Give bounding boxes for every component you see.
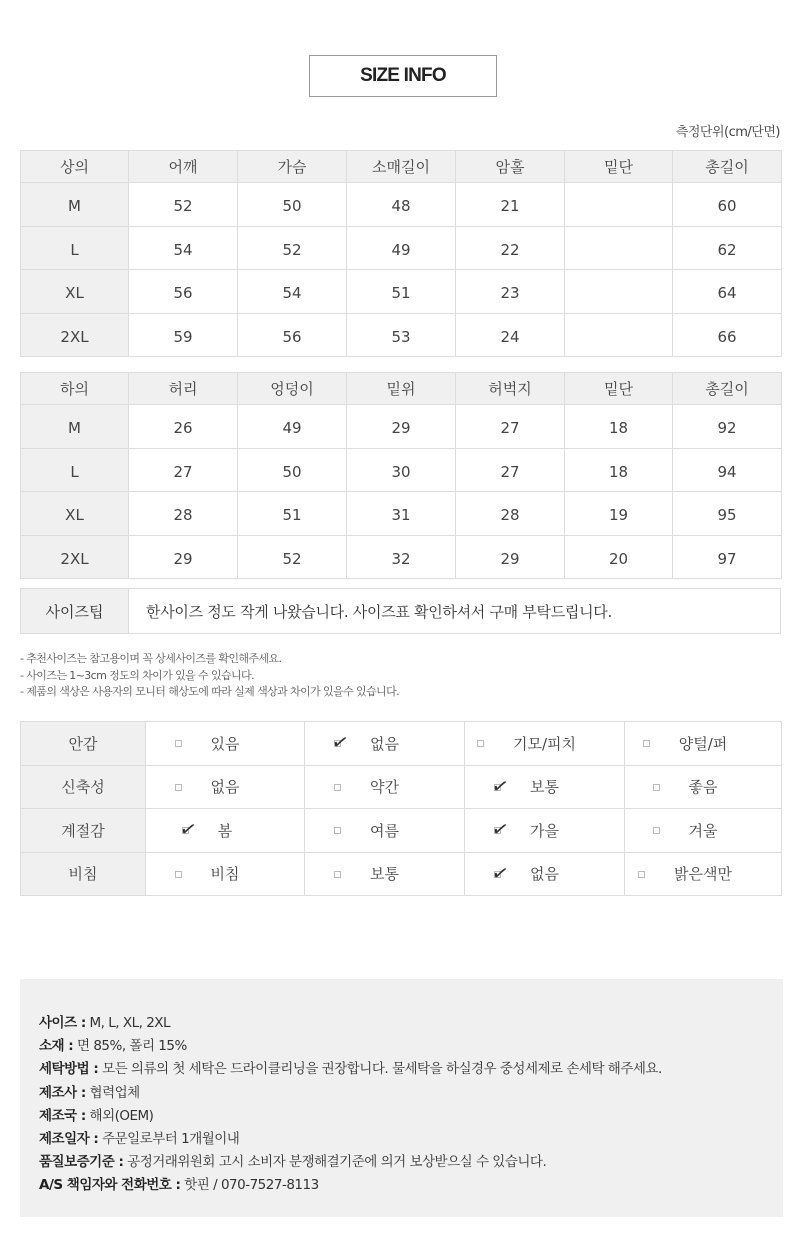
table-cell: 48 [347, 183, 456, 227]
size-tip-box [20, 588, 781, 634]
attribute-option-wrap [146, 809, 304, 852]
checkbox-icon [334, 871, 341, 878]
table-cell: 50 [238, 448, 347, 492]
checkmark-icon: ✓ [489, 772, 512, 800]
note-line: - 제품의 색상은 사용자의 모니터 해상도에 따라 실제 색상과 차이가 있을수 있습니다. [20, 685, 400, 698]
table-cell: 28 [129, 492, 238, 536]
attribute-option [625, 765, 782, 809]
table-header-cell: 밑위 [347, 373, 456, 405]
table-header-cell: 암홀 [456, 151, 565, 183]
attribute-row [21, 809, 782, 853]
attribute-option-label: 겨울 [688, 821, 718, 840]
attribute-row [21, 722, 782, 766]
size-label-cell: L [21, 448, 129, 492]
table-cell: 29 [456, 535, 565, 579]
attribute-option [146, 765, 305, 809]
checkbox-icon [175, 740, 182, 747]
attribute-option-wrap [146, 722, 304, 765]
checkmark-icon: ✓ [177, 815, 199, 843]
table-cell: 23 [456, 270, 565, 314]
attribute-option [465, 809, 625, 853]
attribute-option-wrap [625, 853, 781, 896]
checkbox-icon [334, 784, 341, 791]
table-cell [565, 270, 673, 314]
info-key: A/S 책임자와 전화번호 : [39, 1177, 181, 1194]
table-cell: 24 [456, 313, 565, 357]
note-line: - 사이즈는 1~3cm 정도의 차이가 있을 수 있습니다. [20, 668, 254, 682]
size-label-cell: XL [21, 270, 129, 314]
info-value: 주문일로부터 1개월이내 [102, 1131, 240, 1148]
attribute-option-wrap [465, 853, 624, 896]
attribute-option [146, 722, 305, 766]
table-cell: 50 [238, 183, 347, 227]
table-header-cell: 허리 [129, 373, 238, 405]
table-cell: 59 [129, 313, 238, 357]
attribute-option [465, 852, 625, 896]
info-key: 세탁방법 : [39, 1061, 99, 1078]
table-cell [565, 183, 673, 227]
attribute-label: 계절감 [21, 809, 146, 853]
table-cell: 27 [456, 405, 565, 449]
table-row [21, 313, 782, 357]
bottom-table-header [21, 373, 782, 405]
table-cell: 18 [565, 448, 673, 492]
attribute-label: 신축성 [21, 765, 146, 809]
attribute-label: 안감 [21, 722, 146, 766]
checkbox-icon [653, 784, 660, 791]
attribute-option-label: 비침 [210, 865, 240, 884]
attribute-option-label: 양털/퍼 [678, 734, 728, 753]
table-row [21, 270, 782, 314]
table-cell: 18 [565, 405, 673, 449]
table-cell: 27 [129, 448, 238, 492]
checkbox-icon [643, 740, 650, 747]
table-cell: 52 [238, 535, 347, 579]
table-cell: 51 [238, 492, 347, 536]
attribute-option-label: 여름 [370, 821, 399, 840]
table-cell: 54 [129, 226, 238, 270]
info-line-size [39, 1012, 783, 1035]
table-row [21, 448, 782, 492]
table-header-cell: 밑단 [565, 373, 673, 405]
table-header-cell: 허벅지 [456, 373, 565, 405]
table-header-cell: 밑단 [565, 151, 673, 183]
attribute-option-wrap [625, 766, 781, 809]
size-tip-text: 한사이즈 정도 작게 나왔습니다. 사이즈표 확인하셔서 구매 부탁드립니다. [146, 602, 612, 621]
attribute-option [146, 809, 305, 853]
info-value: M, L, XL, 2XL [89, 1015, 171, 1031]
table-cell: 22 [456, 226, 565, 270]
table-cell: 26 [129, 405, 238, 449]
checkmark-icon: ✓ [489, 859, 512, 887]
table-cell: 53 [347, 313, 456, 357]
table-cell: 20 [565, 535, 673, 579]
attribute-option-wrap [305, 766, 464, 809]
attribute-option [305, 852, 465, 896]
attribute-option [465, 765, 625, 809]
table-header-cell: 총길이 [673, 151, 782, 183]
checkbox-icon [175, 784, 182, 791]
table-header-cell: 하의 [21, 373, 129, 405]
attribute-option-wrap [305, 809, 464, 852]
attribute-option-label: 보통 [370, 865, 399, 884]
table-cell: 49 [238, 405, 347, 449]
table-cell: 27 [456, 448, 565, 492]
checkbox-icon [653, 827, 660, 834]
info-key: 품질보증기준 : [39, 1154, 124, 1171]
attribute-option-label: 보통 [530, 778, 559, 797]
checkmark-icon: ✓ [489, 815, 512, 843]
attribute-option-wrap [465, 722, 624, 765]
attribute-option-wrap [465, 766, 624, 809]
table-cell: 29 [129, 535, 238, 579]
table-cell: 95 [673, 492, 782, 536]
table-cell: 66 [673, 313, 782, 357]
attribute-option [305, 722, 465, 766]
table-header-cell: 가슴 [238, 151, 347, 183]
attribute-option-wrap [465, 809, 624, 852]
table-cell: 29 [347, 405, 456, 449]
info-value: 협력업체 [89, 1084, 140, 1101]
info-key: 제조일자 : [39, 1131, 99, 1148]
top-table-header [21, 151, 782, 183]
table-header-cell: 총길이 [673, 373, 782, 405]
table-cell [565, 313, 673, 357]
attribute-row [21, 765, 782, 809]
table-cell: 56 [238, 313, 347, 357]
attribute-option-wrap [625, 809, 781, 852]
table-cell: 97 [673, 535, 782, 579]
attribute-option-label: 없음 [530, 865, 559, 884]
table-cell: 54 [238, 270, 347, 314]
table-cell: 21 [456, 183, 565, 227]
size-info-title: SIZE INFO [309, 55, 497, 97]
attribute-option-label: 없음 [370, 734, 399, 753]
info-line-material [39, 1035, 783, 1058]
attribute-option [625, 809, 782, 853]
attribute-option-label: 가을 [530, 821, 559, 840]
fabric-attribute-table [20, 721, 782, 896]
checkmark-icon: ✓ [329, 728, 352, 756]
attribute-option [625, 722, 782, 766]
attribute-option-wrap [146, 766, 304, 809]
attribute-option-label: 밝은색만 [674, 865, 732, 884]
checkbox-icon [175, 871, 182, 878]
attribute-option-wrap [305, 722, 464, 765]
table-cell [565, 226, 673, 270]
attribute-option-label: 좋음 [688, 778, 718, 797]
bottom-size-table [20, 372, 782, 579]
table-cell: 52 [238, 226, 347, 270]
info-line-contact [39, 1174, 783, 1197]
attribute-option-label: 약간 [370, 778, 399, 797]
checkbox-icon [334, 827, 341, 834]
info-value: 면 85%, 폴리 15% [76, 1038, 187, 1055]
info-key: 사이즈 : [39, 1015, 86, 1031]
attribute-option [146, 852, 305, 896]
size-label-cell: XL [21, 492, 129, 536]
table-cell: 32 [347, 535, 456, 579]
attribute-option-label: 기모/피치 [512, 734, 576, 753]
info-key: 제조국 : [39, 1107, 86, 1124]
attribute-option [465, 722, 625, 766]
table-cell: 49 [347, 226, 456, 270]
table-cell: 64 [673, 270, 782, 314]
table-cell: 60 [673, 183, 782, 227]
size-label-cell: L [21, 226, 129, 270]
table-cell: 94 [673, 448, 782, 492]
table-cell: 28 [456, 492, 565, 536]
attribute-option [625, 852, 782, 896]
attribute-option [305, 765, 465, 809]
table-row [21, 183, 782, 227]
info-value: 공정거래위원회 고시 소비자 분쟁해결기준에 의거 보상받으실 수 있습니다. [127, 1154, 547, 1171]
info-line-warranty [39, 1151, 783, 1174]
info-value: 핫핀 / 070-7527-8113 [184, 1177, 319, 1194]
info-value: 모든 의류의 첫 세탁은 드라이클리닝을 권장합니다. 물세탁을 하실경우 중성세제로 손세탁 해주세요. [102, 1061, 662, 1078]
size-notes [20, 651, 399, 701]
size-label-cell: 2XL [21, 313, 129, 357]
table-header-cell: 소매길이 [347, 151, 456, 183]
table-header-cell: 상의 [21, 151, 129, 183]
table-cell: 92 [673, 405, 782, 449]
attribute-option-wrap [625, 722, 781, 765]
table-row [21, 535, 782, 579]
attribute-option-wrap [146, 853, 304, 896]
attribute-option-label: 봄 [217, 821, 233, 840]
product-info-box [20, 979, 783, 1217]
checkbox-icon [477, 740, 484, 747]
attribute-option [305, 809, 465, 853]
attribute-row [21, 852, 782, 896]
table-cell: 56 [129, 270, 238, 314]
table-row [21, 405, 782, 449]
table-cell: 30 [347, 448, 456, 492]
attribute-option-label: 있음 [210, 734, 240, 753]
info-line-washing [39, 1058, 783, 1081]
table-cell: 62 [673, 226, 782, 270]
info-line-manufacturer [39, 1082, 783, 1105]
attribute-option-wrap [305, 853, 464, 896]
info-line-country [39, 1105, 783, 1128]
note-line: - 추천사이즈는 참고용이며 꼭 상세사이즈를 확인해주세요. [20, 652, 282, 665]
table-header-cell: 엉덩이 [238, 373, 347, 405]
top-size-table [20, 150, 782, 357]
size-tip-label: 사이즈팁 [21, 589, 129, 633]
table-header-cell: 어깨 [129, 151, 238, 183]
table-cell: 31 [347, 492, 456, 536]
measurement-unit-note: 측정단위(cm/단면) [675, 125, 780, 140]
info-key: 제조사 : [39, 1084, 86, 1101]
table-cell: 51 [347, 270, 456, 314]
info-value: 해외(OEM) [89, 1107, 154, 1124]
size-label-cell: 2XL [21, 535, 129, 579]
info-key: 소재 : [39, 1038, 74, 1055]
attribute-label: 비침 [21, 852, 146, 896]
table-row [21, 226, 782, 270]
table-cell: 19 [565, 492, 673, 536]
size-label-cell: M [21, 405, 129, 449]
checkbox-icon [638, 871, 645, 878]
table-row [21, 492, 782, 536]
info-line-date [39, 1128, 783, 1151]
size-label-cell: M [21, 183, 129, 227]
attribute-option-label: 없음 [210, 778, 240, 797]
table-cell: 52 [129, 183, 238, 227]
